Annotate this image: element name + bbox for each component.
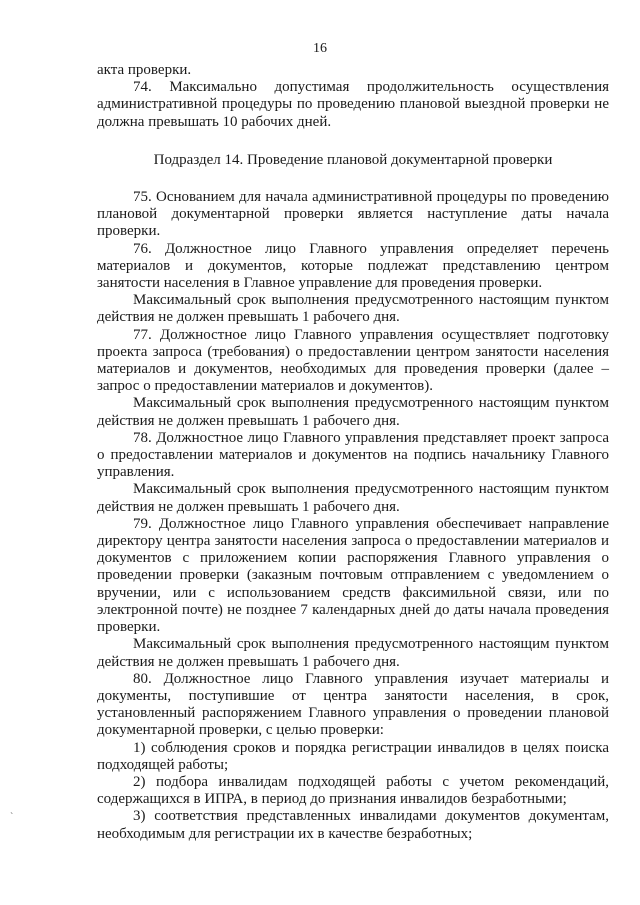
paragraph-80: 80. Должностное лицо Главного управления изучает материалы и документы, поступившие от центра занятости населения, в срок, установленный распоряжением Главного управления о проведении плановой документарной проверки, с целью проверки: [97,670,609,739]
paragraph-76: 76. Должностное лицо Главного управления определяет перечень материалов и документов, которые подлежат представлению центром занятости населения в Главное управление для проведения проверки. [97,240,609,292]
scan-mark: ` [10,812,14,823]
paragraph-78-deadline: Максимальный срок выполнения предусмотренного настоящим пунктом действия не должен превышать 1 рабочего дня. [97,481,609,515]
paragraph-77-deadline: Максимальный срок выполнения предусмотренного настоящим пунктом действия не должен превышать 1 рабочего дня. [97,395,609,429]
list-item-3: 3) соответствия представленных инвалидами документов документам, необходимым для регистрации их в качестве безработных; [97,808,609,842]
document-body [97,62,609,843]
paragraph-78: 78. Должностное лицо Главного управления представляет проект запроса о предоставлении материалов и документов на подпись начальнику Главного управления. [97,429,609,481]
paragraph-75: 75. Основанием для начала административной процедуры по проведению плановой документарной проверки является наступление даты начала проверки. [97,189,609,240]
paragraph-continuation: акта проверки. [97,62,192,78]
subsection-heading: Подраздел 14. Проведение плановой документарной проверки [153,151,553,168]
list-item-2: 2) подбора инвалидам подходящей работы с учетом рекомендаций, содержащихся в ИПРА, в период до признания инвалидов безработными; [97,773,609,808]
paragraph-79: 79. Должностное лицо Главного управления обеспечивает направление директору центра занятости населения запроса о предоставлении материалов и документов с приложением копии распоряжения Главного управления о проведении проверки (заказным почтовым отправлением с уведомлением о вручении, или с использованием средств факсимильной связи, или по электронной почте) не позднее 7 календарных дней до даты начала проведения проверки. [97,515,609,636]
paragraph-76-deadline: Максимальный срок выполнения предусмотренного настоящим пунктом действия не должен превышать 1 рабочего дня. [97,292,609,326]
paragraph-77: 77. Должностное лицо Главного управления осуществляет подготовку проекта запроса (требования) о предоставлении центром занятости населения материалов и документов, необходимых для проведения проверки (далее – запрос о предоставлении материалов и документов). [97,326,609,395]
list-item-1: 1) соблюдения сроков и порядка регистрации инвалидов в целях поиска подходящей работы; [97,739,609,773]
paragraph-79-deadline: Максимальный срок выполнения предусмотренного настоящим пунктом действия не должен превышать 1 рабочего дня. [97,636,609,670]
paragraph-74: 74. Максимально допустимая продолжительность осуществления административной процедуры по проведению плановой выездной проверки не должна превышать 10 рабочих дней. [97,79,609,130]
page-number: 16 [313,41,327,56]
